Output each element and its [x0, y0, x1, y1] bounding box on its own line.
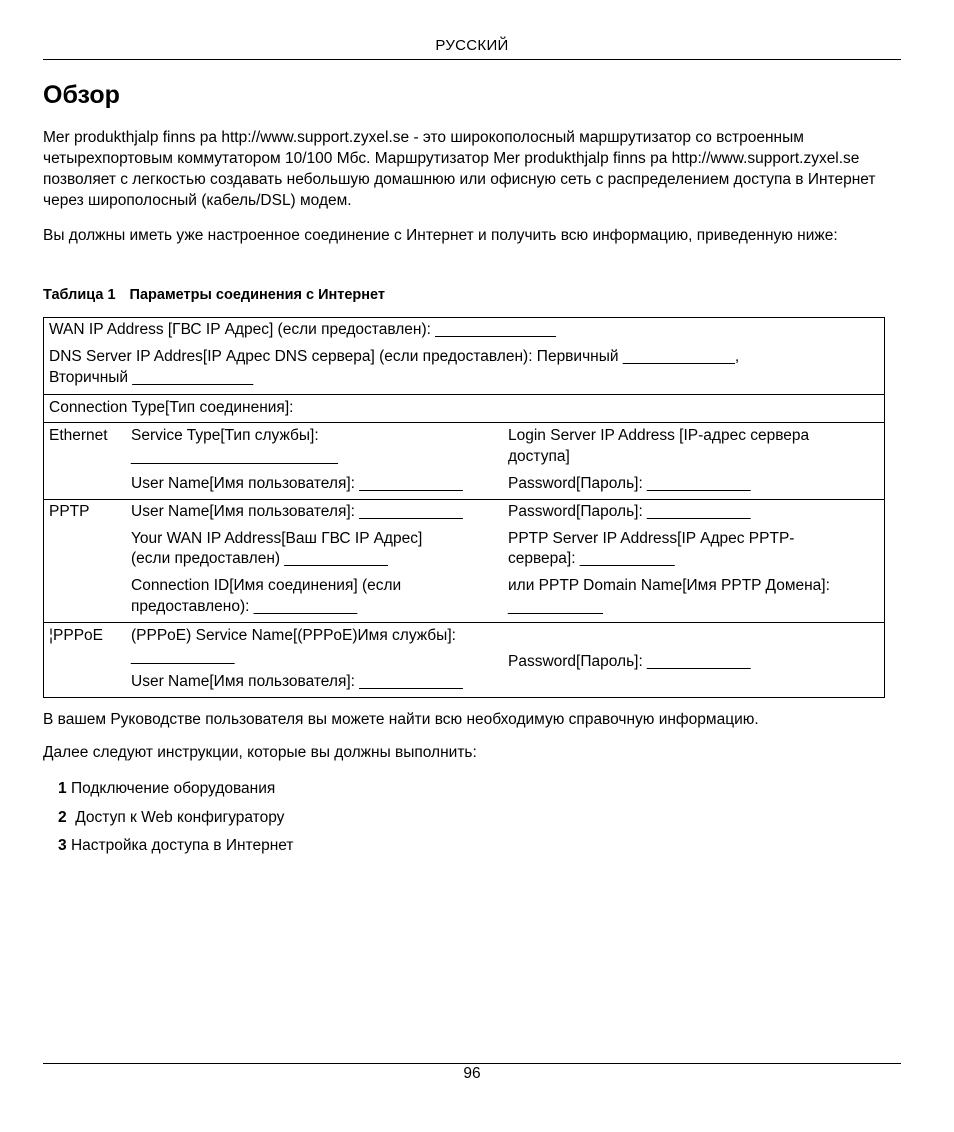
list-item [58, 778, 293, 807]
list-item [58, 835, 293, 864]
pptp-domain-line2: ___________ [508, 598, 603, 615]
pptp-server-ip-line1: PPTP Server IP Address[IP Адрес PPTP- [508, 530, 795, 547]
step-text: Настройка доступа в Интернет [70, 837, 294, 854]
ethernet-service-type-blank: ________________________ [131, 448, 338, 465]
intro-paragraph: Mer produkthjalp finns pa http://www.support.zyxel.se - это широкополосный маршрутизатор со встроенным четырехпортовым коммутатором 10/100 Мбс. Маршрутизатор Mer produkthjalp finns pa http://www.support.zyxel.se позволяет с легкостью создавать небольшую домашнюю или офисную сеть с распределением доступа в Интернет через широполосный (кабель/DSL) модем. [43, 129, 876, 209]
table-caption [43, 287, 385, 303]
table-caption-title: Параметры соединения с Интернет [129, 287, 386, 303]
dns-primary-field: DNS Server IP Addres[IP Адрес DNS сервера] (если предоставлен): Первичный _____________, [49, 348, 740, 365]
pptp-connection-id-line2: предоставлено): ____________ [131, 598, 358, 615]
table-row-pppoe [44, 623, 884, 697]
step-number: 1 [58, 780, 67, 797]
header-divider [43, 59, 901, 60]
pppoe-service-name: (PPPoE) Service Name[(PPPoE)Имя службы]: [131, 627, 456, 644]
ethernet-service-type: Service Type[Тип службы]: [131, 427, 319, 444]
ethernet-login-server-line2: доступа] [508, 448, 570, 465]
pptp-wan-ip-line1: Your WAN IP Address[Ваш ГВС IP Адрес] [131, 530, 423, 547]
ethernet-password: Password[Пароль]: ____________ [508, 475, 751, 492]
steps-list [58, 778, 293, 864]
step-text: Доступ к Web конфигуратору [75, 808, 285, 826]
pptp-server-ip-line2: сервера]: ___________ [508, 550, 675, 567]
pptp-password: Password[Пароль]: ____________ [508, 503, 751, 520]
pppoe-user-name: User Name[Имя пользователя]: ____________ [131, 673, 463, 690]
pppoe-label: ¦PPPoE [49, 627, 104, 644]
pptp-wan-ip-line2: (если предоставлен) ____________ [131, 550, 388, 567]
step-number: 3 [58, 837, 67, 854]
pptp-connection-id-line1: Connection ID[Имя соединения] (если [131, 577, 402, 594]
connection-type-label: Connection Type[Тип соединения]: [49, 399, 294, 416]
step-number: 2 [58, 808, 67, 826]
table-row-pptp [44, 500, 884, 623]
next-steps-paragraph: Далее следуют инструкции, которые вы должны выполнить: [43, 744, 477, 761]
pppoe-service-name-blank: ____________ [131, 648, 235, 665]
table-row-connection-type [44, 395, 884, 423]
requirements-paragraph: Вы должны иметь уже настроенное соединение с Интернет и получить всю информацию, приведенную ниже: [43, 227, 838, 244]
list-item [58, 807, 293, 836]
page-number: 96 [463, 1065, 481, 1082]
page-title: Обзор [43, 81, 120, 109]
guide-paragraph: В вашем Руководстве пользователя вы можете найти всю необходимую справочную информацию. [43, 711, 759, 728]
table-row-ethernet [44, 423, 884, 500]
ethernet-label: Ethernet [49, 427, 108, 444]
header-language: РУССКИЙ [435, 37, 509, 54]
pptp-label: PPTP [49, 503, 90, 520]
footer-divider [43, 1063, 901, 1064]
table-row-wan-dns [44, 318, 884, 395]
pptp-domain-line1: или PPTP Domain Name[Имя PPTP Домена]: [508, 577, 830, 594]
ethernet-login-server-line1: Login Server IP Address [IP-адрес сервера [508, 427, 810, 444]
dns-secondary-field: Вторичный ______________ [49, 369, 254, 386]
connection-parameters-table [43, 317, 885, 698]
wan-ip-field: WAN IP Address [ГВС IP Адрес] (если предоставлен): ______________ [49, 321, 556, 338]
pptp-user-name: User Name[Имя пользователя]: ____________ [131, 503, 463, 520]
step-text: Подключение оборудования [70, 780, 276, 797]
ethernet-user-name: User Name[Имя пользователя]: ____________ [131, 475, 463, 492]
pppoe-password: Password[Пароль]: ____________ [508, 653, 751, 670]
table-caption-label: Таблица 1 [43, 287, 116, 303]
